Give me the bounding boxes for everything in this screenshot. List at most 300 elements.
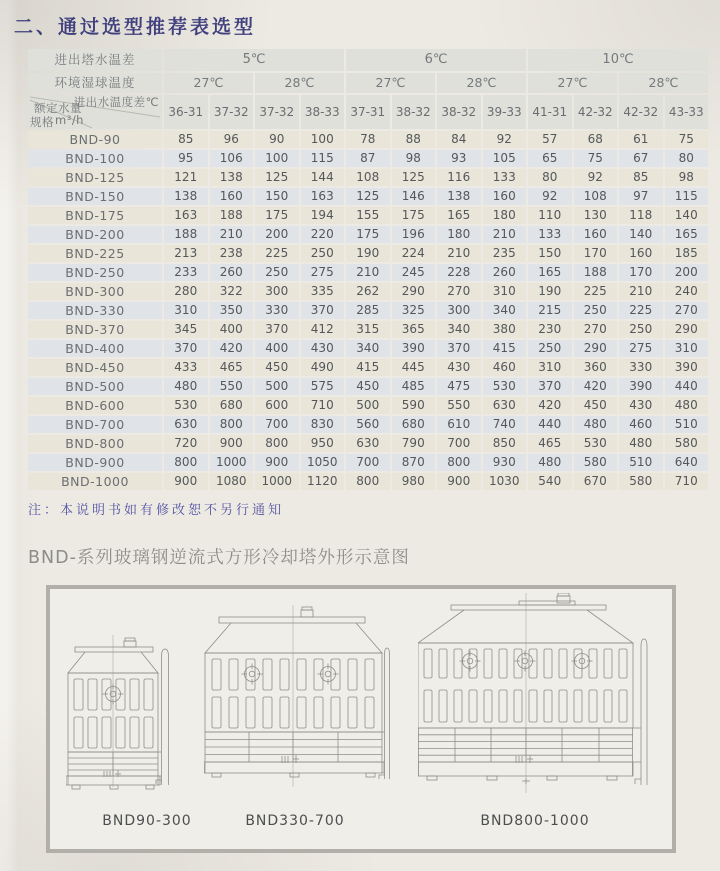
- value-cell: 140: [619, 226, 663, 243]
- value-cell: 540: [528, 473, 572, 490]
- header-range: 37-32: [210, 95, 254, 129]
- value-cell: 315: [346, 321, 390, 338]
- value-cell: 188: [574, 264, 618, 281]
- value-cell: 345: [164, 321, 208, 338]
- value-cell: 275: [619, 340, 663, 357]
- value-cell: 270: [665, 302, 709, 319]
- model-cell: BND-330: [28, 302, 162, 319]
- value-cell: 138: [210, 169, 254, 186]
- value-cell: 80: [528, 169, 572, 186]
- value-cell: 115: [665, 188, 709, 205]
- corner-unit-label: m³/h: [55, 113, 84, 127]
- value-cell: 310: [528, 359, 572, 376]
- value-cell: 630: [164, 416, 208, 433]
- value-cell: 118: [619, 207, 663, 224]
- value-cell: 310: [483, 283, 527, 300]
- model-cell: BND-90: [28, 131, 162, 148]
- note: 注：本说明书如有修改恕不另行通知: [28, 503, 285, 518]
- header-wet-bulb: 27℃: [346, 73, 435, 93]
- value-cell: 224: [392, 245, 436, 262]
- value-cell: 175: [392, 207, 436, 224]
- table-row: [28, 226, 708, 243]
- value-cell: 720: [164, 435, 208, 452]
- value-cell: 1000: [255, 473, 299, 490]
- value-cell: 65: [528, 150, 572, 167]
- value-cell: 370: [164, 340, 208, 357]
- corner-spec-label: 规格: [30, 114, 54, 129]
- value-cell: 380: [483, 321, 527, 338]
- value-cell: 465: [528, 435, 572, 452]
- value-cell: 61: [619, 131, 663, 148]
- value-cell: 92: [528, 188, 572, 205]
- value-cell: 225: [619, 302, 663, 319]
- value-cell: 200: [255, 226, 299, 243]
- value-cell: 440: [665, 378, 709, 395]
- value-cell: 430: [437, 359, 481, 376]
- value-cell: 245: [392, 264, 436, 281]
- value-cell: 133: [528, 226, 572, 243]
- value-cell: 170: [574, 245, 618, 262]
- table-row: [28, 359, 708, 376]
- value-cell: 150: [255, 188, 299, 205]
- value-cell: 390: [392, 340, 436, 357]
- value-cell: 210: [483, 226, 527, 243]
- motor-icon: [125, 638, 135, 641]
- value-cell: 1080: [210, 473, 254, 490]
- value-cell: 430: [619, 397, 663, 414]
- value-cell: 188: [164, 226, 208, 243]
- value-cell: 670: [574, 473, 618, 490]
- value-cell: 1050: [301, 454, 345, 471]
- value-cell: 360: [574, 359, 618, 376]
- table-row: [28, 473, 708, 490]
- value-cell: 235: [483, 245, 527, 262]
- value-cell: 550: [210, 378, 254, 395]
- value-cell: 680: [210, 397, 254, 414]
- value-cell: 78: [346, 131, 390, 148]
- header-temp-diff-10: 10℃: [528, 49, 708, 71]
- value-cell: 510: [665, 416, 709, 433]
- value-cell: 560: [346, 416, 390, 433]
- value-cell: 700: [437, 435, 481, 452]
- value-cell: 100: [301, 131, 345, 148]
- value-cell: 140: [665, 207, 709, 224]
- table-row: [28, 340, 708, 357]
- value-cell: 550: [437, 397, 481, 414]
- table-row: [28, 283, 708, 300]
- table-row: [28, 435, 708, 452]
- model-cell: BND-100: [28, 150, 162, 167]
- value-cell: 200: [665, 264, 709, 281]
- value-cell: 640: [665, 454, 709, 471]
- value-cell: 290: [392, 283, 436, 300]
- model-cell: BND-900: [28, 454, 162, 471]
- header-range: 42-32: [574, 95, 618, 129]
- value-cell: 210: [210, 226, 254, 243]
- header-range: 42-32: [619, 95, 663, 129]
- model-cell: BND-150: [28, 188, 162, 205]
- value-cell: 480: [665, 397, 709, 414]
- header-range: 38-32: [392, 95, 436, 129]
- header-wet-bulb: 28℃: [255, 73, 344, 93]
- corner-flow-label: 额定水量: [34, 101, 82, 115]
- value-cell: 430: [301, 340, 345, 357]
- value-cell: 125: [255, 169, 299, 186]
- value-cell: 108: [574, 188, 618, 205]
- motor-icon: [302, 607, 312, 610]
- value-cell: 85: [164, 131, 208, 148]
- value-cell: 196: [392, 226, 436, 243]
- value-cell: 170: [619, 264, 663, 281]
- value-cell: 580: [619, 473, 663, 490]
- header-row-temp-diff: [28, 49, 708, 71]
- value-cell: 433: [164, 359, 208, 376]
- value-cell: 262: [346, 283, 390, 300]
- value-cell: 108: [346, 169, 390, 186]
- value-cell: 325: [392, 302, 436, 319]
- riser-pipe-icon: [162, 649, 169, 657]
- header-wet-bulb: 28℃: [619, 73, 708, 93]
- manual-page: [0, 12, 720, 853]
- value-cell: 88: [392, 131, 436, 148]
- value-cell: 335: [301, 283, 345, 300]
- value-cell: 980: [392, 473, 436, 490]
- corner-cell: [28, 95, 162, 129]
- value-cell: 800: [210, 416, 254, 433]
- value-cell: 700: [346, 454, 390, 471]
- riser-pipe-icon: [641, 639, 647, 647]
- value-cell: 575: [301, 378, 345, 395]
- value-cell: 106: [210, 150, 254, 167]
- value-cell: 500: [255, 378, 299, 395]
- table-row: [28, 207, 708, 224]
- selection-table: [26, 47, 710, 492]
- value-cell: 175: [255, 207, 299, 224]
- value-cell: 125: [346, 188, 390, 205]
- value-cell: 530: [483, 378, 527, 395]
- value-cell: 480: [528, 454, 572, 471]
- value-cell: 370: [301, 302, 345, 319]
- value-cell: 260: [210, 264, 254, 281]
- header-range: 39-33: [483, 95, 527, 129]
- value-cell: 420: [528, 397, 572, 414]
- value-cell: 84: [437, 131, 481, 148]
- model-cell: BND-700: [28, 416, 162, 433]
- model-cell: BND-600: [28, 397, 162, 414]
- model-cell: BND-400: [28, 340, 162, 357]
- value-cell: 165: [665, 226, 709, 243]
- value-cell: 450: [574, 397, 618, 414]
- value-cell: 420: [210, 340, 254, 357]
- header-wet-bulb: 27℃: [164, 73, 253, 93]
- value-cell: 310: [665, 340, 709, 357]
- value-cell: 450: [346, 378, 390, 395]
- value-cell: 800: [346, 473, 390, 490]
- value-cell: 220: [301, 226, 345, 243]
- value-cell: 900: [210, 435, 254, 452]
- value-cell: 190: [346, 245, 390, 262]
- model-cell: BND-125: [28, 169, 162, 186]
- value-cell: 340: [346, 340, 390, 357]
- header-temp-diff-label: 进出塔水温差: [28, 49, 162, 71]
- value-cell: 330: [255, 302, 299, 319]
- value-cell: 480: [574, 416, 618, 433]
- value-cell: 370: [255, 321, 299, 338]
- value-cell: 600: [255, 397, 299, 414]
- value-cell: 260: [483, 264, 527, 281]
- table-row: [28, 188, 708, 205]
- value-cell: 450: [255, 359, 299, 376]
- value-cell: 415: [346, 359, 390, 376]
- value-cell: 160: [210, 188, 254, 205]
- value-cell: 98: [392, 150, 436, 167]
- value-cell: 67: [619, 150, 663, 167]
- value-cell: 180: [437, 226, 481, 243]
- model-cell: BND-300: [28, 283, 162, 300]
- value-cell: 800: [437, 454, 481, 471]
- value-cell: 210: [346, 264, 390, 281]
- motor-icon: [558, 593, 569, 596]
- value-cell: 290: [574, 340, 618, 357]
- value-cell: 300: [437, 302, 481, 319]
- header-row-wet-bulb: [28, 73, 708, 93]
- model-cell: BND-250: [28, 264, 162, 281]
- header-temp-diff-6: 6℃: [346, 49, 526, 71]
- value-cell: 1030: [483, 473, 527, 490]
- value-cell: 115: [301, 150, 345, 167]
- value-cell: 90: [255, 131, 299, 148]
- value-cell: 480: [164, 378, 208, 395]
- value-cell: 80: [665, 150, 709, 167]
- value-cell: 310: [164, 302, 208, 319]
- value-cell: 950: [301, 435, 345, 452]
- value-cell: 680: [392, 416, 436, 433]
- model-cell: BND-450: [28, 359, 162, 376]
- value-cell: 340: [483, 302, 527, 319]
- value-cell: 160: [483, 188, 527, 205]
- model-cell: BND-225: [28, 245, 162, 262]
- value-cell: 475: [437, 378, 481, 395]
- value-cell: 160: [574, 226, 618, 243]
- value-cell: 110: [528, 207, 572, 224]
- value-cell: 370: [528, 378, 572, 395]
- value-cell: 340: [437, 321, 481, 338]
- value-cell: 165: [437, 207, 481, 224]
- value-cell: 460: [619, 416, 663, 433]
- value-cell: 270: [574, 321, 618, 338]
- value-cell: 75: [574, 150, 618, 167]
- value-cell: 230: [528, 321, 572, 338]
- header-range: 41-31: [528, 95, 572, 129]
- value-cell: 92: [574, 169, 618, 186]
- value-cell: 490: [301, 359, 345, 376]
- flange-icon: [515, 651, 536, 672]
- value-cell: 225: [574, 283, 618, 300]
- value-cell: 870: [392, 454, 436, 471]
- value-cell: 163: [164, 207, 208, 224]
- value-cell: 138: [164, 188, 208, 205]
- value-cell: 85: [619, 169, 663, 186]
- diagram-panel: [46, 585, 676, 853]
- value-cell: 465: [210, 359, 254, 376]
- value-cell: 1000: [210, 454, 254, 471]
- riser-pipe-icon: [385, 648, 390, 655]
- value-cell: 250: [301, 245, 345, 262]
- value-cell: 400: [255, 340, 299, 357]
- value-cell: 710: [301, 397, 345, 414]
- value-cell: 370: [437, 340, 481, 357]
- value-cell: 97: [619, 188, 663, 205]
- value-cell: 138: [437, 188, 481, 205]
- value-cell: 190: [528, 283, 572, 300]
- model-cell: BND-200: [28, 226, 162, 243]
- value-cell: 188: [210, 207, 254, 224]
- value-cell: 930: [483, 454, 527, 471]
- value-cell: 121: [164, 169, 208, 186]
- diagram-label-small: BND90-300: [102, 813, 192, 829]
- value-cell: 900: [437, 473, 481, 490]
- value-cell: 830: [301, 416, 345, 433]
- value-cell: 68: [574, 131, 618, 148]
- value-cell: 415: [483, 340, 527, 357]
- value-cell: 165: [528, 264, 572, 281]
- header-wet-bulb: 27℃: [528, 73, 617, 93]
- table-row: [28, 454, 708, 471]
- value-cell: 630: [483, 397, 527, 414]
- header-temp-diff-5: 5℃: [164, 49, 344, 71]
- value-cell: 250: [574, 302, 618, 319]
- value-cell: 233: [164, 264, 208, 281]
- value-cell: 87: [346, 150, 390, 167]
- value-cell: 500: [346, 397, 390, 414]
- value-cell: 98: [665, 169, 709, 186]
- value-cell: 270: [437, 283, 481, 300]
- value-cell: 530: [164, 397, 208, 414]
- value-cell: 290: [665, 321, 709, 338]
- value-cell: 740: [483, 416, 527, 433]
- value-cell: 105: [483, 150, 527, 167]
- value-cell: 300: [255, 283, 299, 300]
- value-cell: 130: [574, 207, 618, 224]
- value-cell: 96: [210, 131, 254, 148]
- value-cell: 280: [164, 283, 208, 300]
- value-cell: 160: [619, 245, 663, 262]
- model-cell: BND-500: [28, 378, 162, 395]
- value-cell: 210: [619, 283, 663, 300]
- table-row: [28, 169, 708, 186]
- value-cell: 445: [392, 359, 436, 376]
- value-cell: 530: [574, 435, 618, 452]
- diagram-label-large: BND800-1000: [480, 813, 590, 829]
- diagram-label-medium: BND330-700: [245, 813, 345, 829]
- value-cell: 93: [437, 150, 481, 167]
- value-cell: 700: [255, 416, 299, 433]
- header-wet-bulb: 28℃: [437, 73, 526, 93]
- value-cell: 400: [210, 321, 254, 338]
- model-cell: BND-1000: [28, 473, 162, 490]
- value-cell: 225: [255, 245, 299, 262]
- table-row: [28, 416, 708, 433]
- value-cell: 250: [528, 340, 572, 357]
- value-cell: 390: [665, 359, 709, 376]
- value-cell: 790: [392, 435, 436, 452]
- table-row: [28, 378, 708, 395]
- value-cell: 275: [301, 264, 345, 281]
- value-cell: 213: [164, 245, 208, 262]
- header-range: 38-32: [437, 95, 481, 129]
- value-cell: 150: [528, 245, 572, 262]
- value-cell: 100: [255, 150, 299, 167]
- value-cell: 238: [210, 245, 254, 262]
- header-range: 38-33: [301, 95, 345, 129]
- value-cell: 215: [528, 302, 572, 319]
- value-cell: 95: [164, 150, 208, 167]
- model-cell: BND-800: [28, 435, 162, 452]
- flange-icon: [242, 664, 263, 685]
- value-cell: 92: [483, 131, 527, 148]
- value-cell: 57: [528, 131, 572, 148]
- value-cell: 460: [483, 359, 527, 376]
- value-cell: 610: [437, 416, 481, 433]
- diagram-section-title: BND-系列玻璃钢逆流式方形冷却塔外形示意图: [28, 548, 410, 568]
- table-row: [28, 264, 708, 281]
- value-cell: 250: [255, 264, 299, 281]
- value-cell: 350: [210, 302, 254, 319]
- value-cell: 210: [437, 245, 481, 262]
- tower-drawing-large: [418, 593, 650, 803]
- header-wet-bulb-label: 环境湿球温度: [28, 73, 162, 93]
- value-cell: 580: [574, 454, 618, 471]
- value-cell: 710: [665, 473, 709, 490]
- value-cell: 1120: [301, 473, 345, 490]
- value-cell: 125: [392, 169, 436, 186]
- value-cell: 228: [437, 264, 481, 281]
- value-cell: 900: [164, 473, 208, 490]
- value-cell: 116: [437, 169, 481, 186]
- table-row: [28, 302, 708, 319]
- page-title: 二、通过选型推荐表选型: [14, 16, 257, 38]
- header-row-ranges: [28, 95, 708, 129]
- value-cell: 240: [665, 283, 709, 300]
- header-range: 37-31: [346, 95, 390, 129]
- table-row: [28, 245, 708, 262]
- flange-icon: [318, 664, 339, 685]
- table-row: [28, 397, 708, 414]
- value-cell: 580: [665, 435, 709, 452]
- value-cell: 630: [346, 435, 390, 452]
- header-range: 37-32: [255, 95, 299, 129]
- value-cell: 194: [301, 207, 345, 224]
- value-cell: 390: [619, 378, 663, 395]
- value-cell: 590: [392, 397, 436, 414]
- value-cell: 412: [301, 321, 345, 338]
- table-row: [28, 131, 708, 148]
- tower-drawing-small: [66, 635, 176, 797]
- value-cell: 322: [210, 283, 254, 300]
- model-cell: BND-175: [28, 207, 162, 224]
- header-range: 36-31: [164, 95, 208, 129]
- value-cell: 146: [392, 188, 436, 205]
- table-row: [28, 150, 708, 167]
- value-cell: 420: [574, 378, 618, 395]
- value-cell: 133: [483, 169, 527, 186]
- value-cell: 485: [392, 378, 436, 395]
- selection-table-body: [28, 131, 708, 490]
- value-cell: 900: [255, 454, 299, 471]
- value-cell: 180: [483, 207, 527, 224]
- value-cell: 175: [346, 226, 390, 243]
- value-cell: 75: [665, 131, 709, 148]
